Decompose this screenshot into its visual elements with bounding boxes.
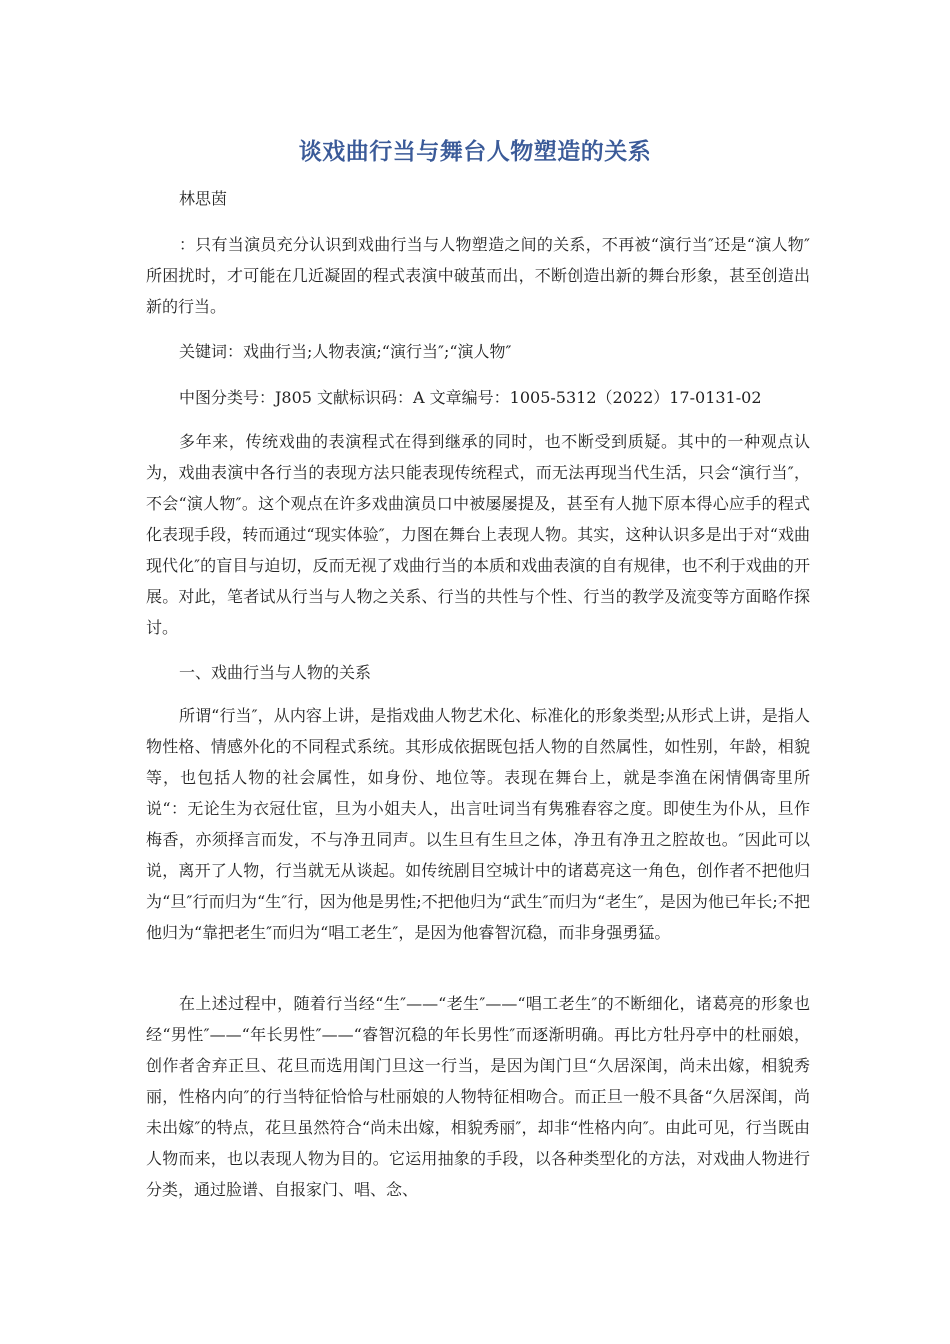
article-title: 谈戏曲行当与舞台人物塑造的关系 [298, 139, 652, 165]
intro-paragraph: 多年来，传统戏曲的表演程式在得到继承的同时，也不断受到质疑。其中的一种观点认为，戏曲表演中各行当的表现方法只能表现传统程式，而无法再现当代生活，只会“演行当″，不会“演人物″。这个观点在许多戏曲演员口中被屡屡提及，甚至有人抛下原本得心应手的程式化表现手段，转而通过“现实体验″，力图在舞台上表现人物。其实，这种认识多是出于对“戏曲现代化″的盲目与迫切，反而无视了戏曲行当的本质和戏曲表演的自有规律，也不利于戏曲的开展。对此，笔者试从行当与人物之关系、行当的共性与个性、行当的教学及流变等方面略作探讨。 [146, 432, 810, 637]
body-paragraph: 所谓“行当″，从内容上讲，是指戏曲人物艺术化、标准化的形象类型;从形式上讲，是指人物性格、情感外化的不同程式系统。其形成依据既包括人物的自然属性，如性别，年龄，相貌等，也包括人物的社会属性，如身份、地位等。表现在舞台上，就是李渔在闲情偶寄里所说“：无论生为衣冠仕宦，旦为小姐夫人，出言吐词当有隽雅舂容之度。即使生为仆从，旦作梅香，亦须择言而发，不与净丑同声。以生旦有生旦之体，净丑有净丑之腔故也。″因此可以说，离开了人物，行当就无从谈起。如传统剧目空城计中的诸葛亮这一角色，创作者不把他归为“旦″行而归为“生″行，因为他是男性;不把他归为“武生″而归为“老生″，是因为他已年长;不把他归为“靠把老生″而归为“唱工老生″，是因为他睿智沉稳，而非身强勇猛。 [146, 706, 810, 942]
abstract-paragraph: ：只有当演员充分认识到戏曲行当与人物塑造之间的关系，不再被“演行当″还是“演人物″所困扰时，才可能在几近凝固的程式表演中破茧而出，不断创造出新的舞台形象，甚至创造出新的行当。 [146, 235, 810, 316]
keywords-line: 关键词：戏曲行当;人物表演;“演行当″;“演人物″ [179, 342, 512, 361]
body-paragraph: 在上述过程中，随着行当经“生″——“老生″——“唱工老生″的不断细化，诸葛亮的形象也经“男性″——“年长男性″——“睿智沉稳的年长男性″而逐渐明确。再比方牡丹亭中的杜丽娘，创作者舍弃正旦、花旦而选用闺门旦这一行当，是因为闺门旦“久居深闺，尚未出嫁，相貌秀丽，性格内向″的行当特征恰恰与杜丽娘的人物特征相吻合。而正旦一般不具备“久居深闺，尚未出嫁″的特点，花旦虽然符合“尚未出嫁，相貌秀丽″，却非“性格内向″。由此可见，行当既由人物而来，也以表现人物为目的。它运用抽象的手段，以各种类型化的方法，对戏曲人物进行分类，通过脸谱、自报家门、唱、念、 [146, 994, 810, 1199]
section-heading: 一、戏曲行当与人物的关系 [179, 663, 372, 682]
author-name: 林思茵 [179, 189, 228, 208]
classification-line: 中图分类号：J805 文献标识码：A 文章编号：1005-5312（2022）17-0131-02 [179, 388, 762, 407]
